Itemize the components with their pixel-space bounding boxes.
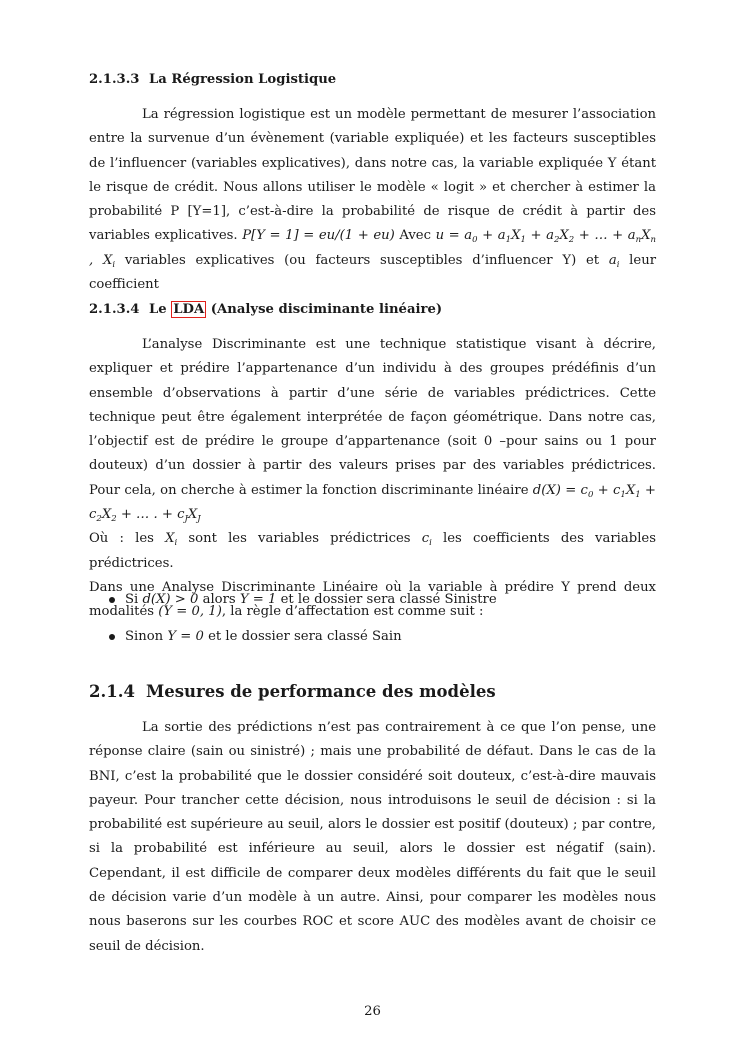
affectation-rules-list: [107, 588, 647, 661]
logistic-regression-paragraph: La régression logistique est un modèle permettant de mesurer l’association entre la survenue d’un évènement (variable expliquée) et les facteurs susceptibles de l’influencer (variables explicatives), dans notre cas, la variable expliquée Y étant le risque de crédit. Nous allons utiliser le modèle « logit » et chercher à estimer la probabilité P [Y=1], c’est-à-dire la probabilité de risque de crédit à partir des variables explicatives. P[Y = 1] = eu/(1 + eu) Avec $u = a_0 + a_1X_1 + a_2X_2$ + … + $a_nX_n$ , $X_i$ variables explicatives (ou facteurs susceptibles d’influencer Y) et $a_i$ leur coefficient: [89, 107, 657, 293]
formula-u: $u = a_0 + a_1X_1 + a_2X_2$ + … + $a_nX_n$ , $X_i$: [89, 228, 657, 270]
section-heading-performance: [89, 682, 496, 701]
formula-xi: $X_i$: [165, 531, 178, 549]
section-heading-lda: 2.1.3.4 Le LDA (Analyse disciminante linéaire): [89, 302, 443, 317]
section-title: Mesures de performance des modèles: [146, 682, 496, 701]
list-item: Si d(X) > 0 alors Y = 1 et le dossier sera classé Sinistre: [107, 588, 647, 625]
lda-paragraph: L’analyse Discriminante est une technique statistique visant à décrire, expliquer et prédire l’appartenance d’un individu à des groupes prédéfinis d’un ensemble d’observations à partir d’une série de variables prédictrices. Cette technique peut être également interprétée de façon géométrique. Dans notre cas, l’objectif est de prédire le groupe d’appartenance (soit 0 –pour sains ou 1 pour douteux) d’un dossier à partir des valeurs prises par des variables prédictrices. Pour cela, on cherche à estimer la fonction discriminante linéaire $d(X) = c_0 + c_1X_1 + c_2X_2$ + … . + $c_JX_J$ Où : les $X_i$ sont les variables prédictrices $c_i$ les coefficients des variables prédictrices. Dans une Analyse Discriminante Linéaire où la variable à prédire Y prend deux modalités (Y = 0, 1), la règle d’affectation est comme suit :: [89, 337, 656, 620]
coefficient-symbol: $a_i$: [608, 252, 620, 270]
formula-ci: $c_i$: [421, 531, 432, 549]
formula-probability: P[Y = 1] = eu/(1 + eu): [242, 228, 395, 244]
section-title: La Régression Logistique: [149, 72, 337, 87]
section-heading-logistic-regression: [89, 72, 336, 87]
performance-paragraph: La sortie des prédictions n’est pas contrairement à ce que l’on pense, une réponse claire (sain ou sinistré) ; mais une probabilité de défaut. Dans le cas de la BNI, c’est la probabilité que le dossier considéré soit douteux, c’est-à-dire mauvais payeur. Pour trancher cette décision, nous introduisons le seuil de décision : si la probabilité est supérieure au seuil, alors le dossier est positif (douteux) ; par contre, si la probabilité est inférieure au seuil, alors le dossier est négatif (sain). Cependant, il est difficile de comparer deux modèles différents du fait que le seuil de décision varie d’un modèle à un autre. Ainsi, pour comparer les modèles nous nous baserons sur les courbes ROC et score AUC des modèles avant de choisir ce seuil de décision.: [89, 720, 656, 954]
section-number: 2.1.3.4: [89, 302, 140, 317]
page-number: 26: [364, 1004, 381, 1019]
section-number: 2.1.4: [89, 682, 135, 701]
bullet-icon: [109, 634, 115, 640]
formula-discriminant: $d(X) = c_0 + c_1X_1 + c_2X_2$ + … . + $c_JX_J$: [89, 482, 656, 525]
bullet-icon: [109, 597, 115, 603]
list-item: Sinon Y = 0 et le dossier sera classé Sain: [107, 625, 647, 662]
section-number: 2.1.3.3: [89, 72, 140, 87]
lda-link[interactable]: LDA: [173, 302, 205, 317]
formula-y-modalities: (Y = 0, 1): [158, 604, 222, 620]
